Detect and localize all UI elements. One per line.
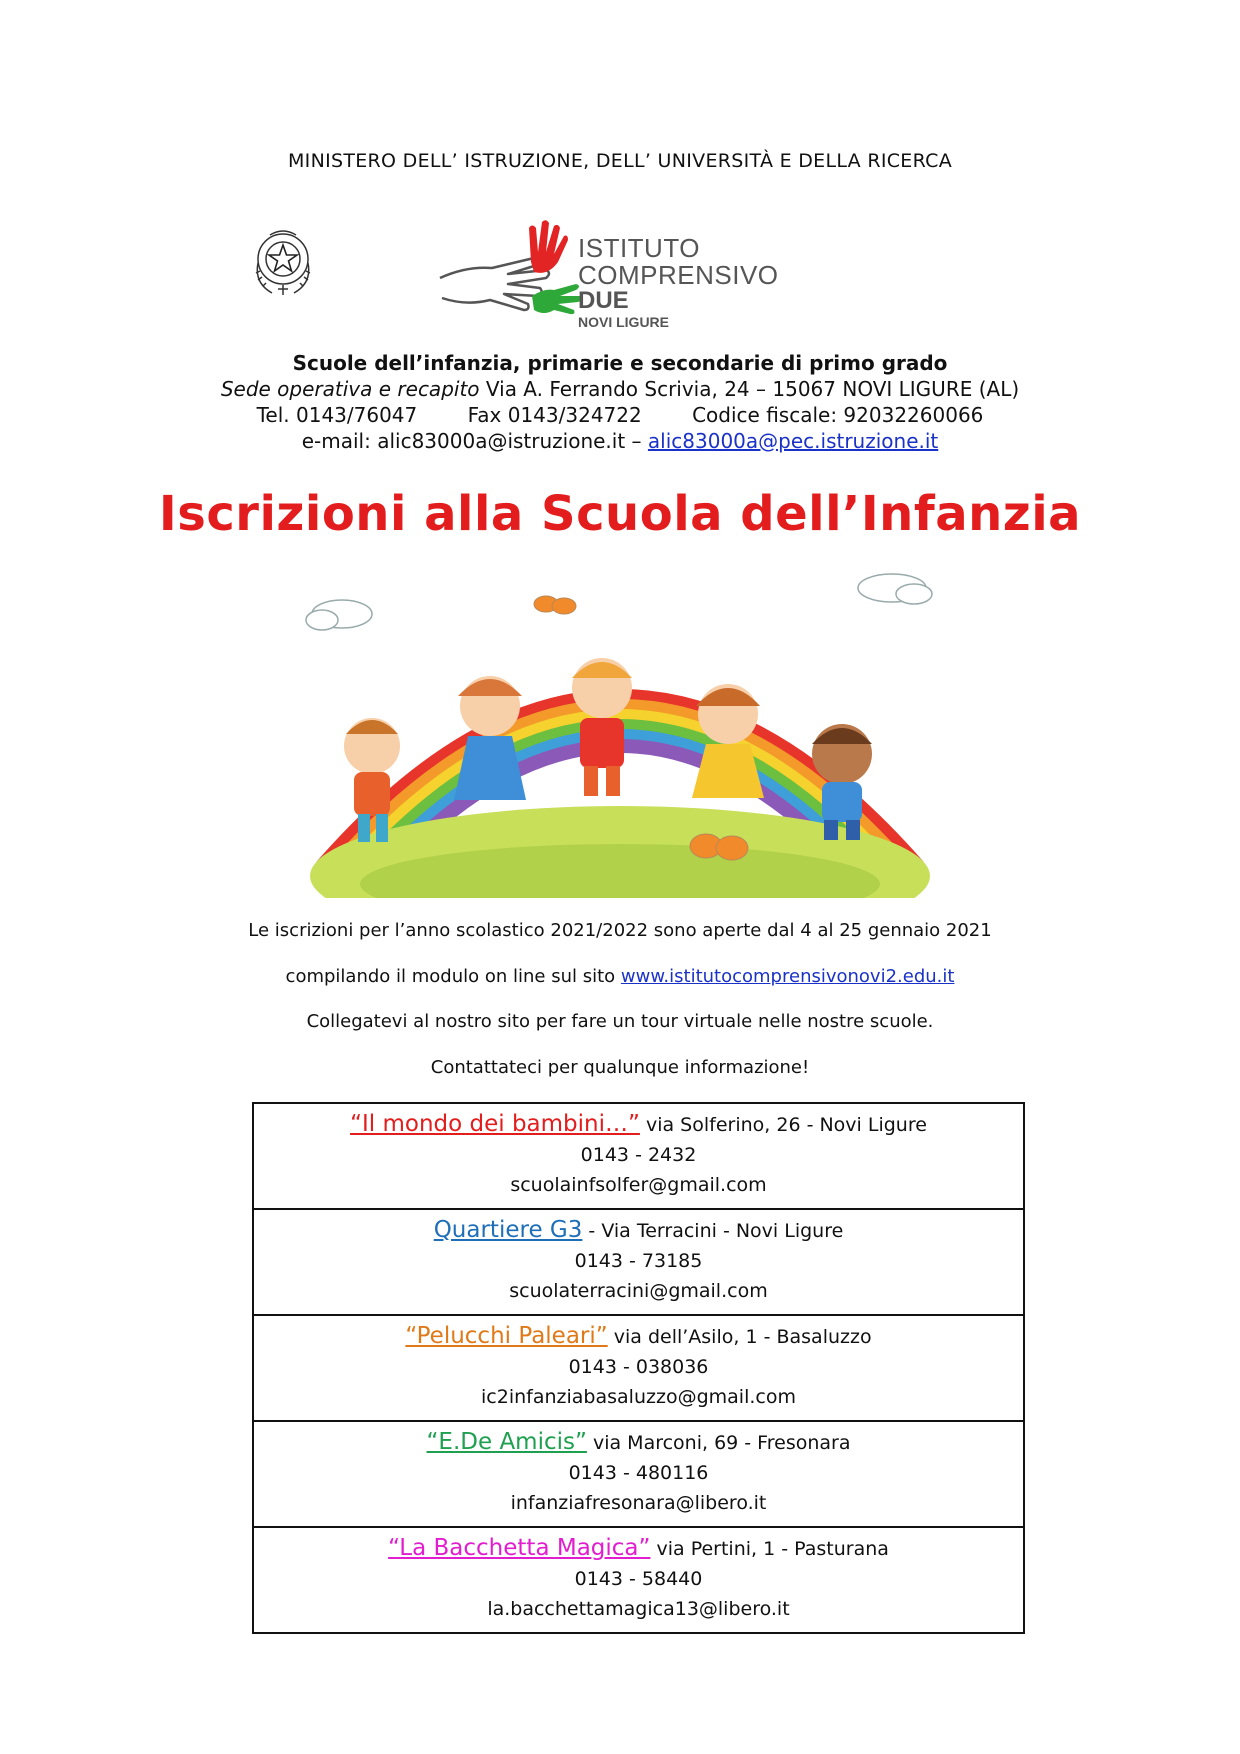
- school-address: - Via Terracini - Novi Ligure: [588, 1220, 844, 1242]
- logo-line2: COMPRENSIVO: [578, 260, 779, 290]
- school-email: scuolaterracini@gmail.com: [509, 1280, 768, 1302]
- school-phone: 0143 - 480116: [568, 1462, 709, 1484]
- logo-line4: NOVI LIGURE: [578, 314, 670, 330]
- school-address: via Pertini, 1 - Pasturana: [656, 1538, 889, 1560]
- republic-emblem-icon: [248, 223, 318, 299]
- schools-table: [252, 1102, 1025, 1634]
- school-address: via Solferino, 26 - Novi Ligure: [645, 1114, 927, 1136]
- table-row: [253, 1421, 1024, 1527]
- contacts-line: [0, 403, 1240, 427]
- school-name-link[interactable]: “Pelucchi Paleari”: [405, 1323, 608, 1349]
- school-cell: [253, 1315, 1024, 1421]
- hands-logo-icon: [436, 218, 586, 328]
- school-cell: [253, 1527, 1024, 1633]
- table-row: [253, 1209, 1024, 1315]
- institute-logo: [436, 218, 796, 328]
- address-line: [0, 377, 1240, 401]
- rainbow-kids-illustration: [302, 566, 938, 898]
- fax: Fax 0143/324722: [467, 403, 642, 427]
- enrollment-dates: Le iscrizioni per l’anno scolastico 2021/2022 sono aperte dal 4 al 25 gennaio 2021: [248, 920, 992, 941]
- telephone: Tel. 0143/76047: [256, 403, 418, 427]
- table-row: [253, 1315, 1024, 1421]
- address-label: Sede operativa e recapito: [220, 377, 480, 401]
- school-email: la.bacchettamagica13@libero.it: [487, 1598, 790, 1620]
- school-name-link[interactable]: “Il mondo dei bambini…”: [350, 1111, 640, 1137]
- ministry-title: MINISTERO DELL’ ISTRUZIONE, DELL’ UNIVERSITÀ E DELLA RICERCA: [287, 150, 953, 172]
- table-row: [253, 1527, 1024, 1633]
- online-form-line: [0, 966, 1240, 987]
- contact-line: Contattateci per qualunque informazione!: [430, 1057, 810, 1078]
- school-email: scuolainfsolfer@gmail.com: [510, 1174, 767, 1196]
- school-name-link[interactable]: “E.De Amicis”: [426, 1429, 587, 1455]
- logo-line3: DUE: [578, 287, 629, 314]
- tax-code: Codice fiscale: 92032260066: [692, 403, 984, 427]
- virtual-tour-line: Collegatevi al nostro sito per fare un tour virtuale nelle nostre scuole.: [306, 1011, 934, 1032]
- online-form-text: compilando il modulo on line sul sito: [285, 966, 616, 987]
- school-cell: [253, 1209, 1024, 1315]
- logo-text: [578, 235, 779, 329]
- school-cell: [253, 1103, 1024, 1209]
- school-phone: 0143 - 73185: [574, 1250, 703, 1272]
- school-address: via dell’Asilo, 1 - Basaluzzo: [613, 1326, 872, 1348]
- email-line: [0, 429, 1240, 453]
- school-name-link[interactable]: “La Bacchetta Magica”: [388, 1535, 651, 1561]
- school-address: via Marconi, 69 - Fresonara: [592, 1432, 851, 1454]
- school-phone: 0143 - 038036: [568, 1356, 709, 1378]
- school-name-link[interactable]: Quartiere G3: [433, 1217, 583, 1243]
- pec-email-link[interactable]: alic83000a@pec.istruzione.it: [647, 429, 939, 453]
- school-phone: 0143 - 58440: [574, 1568, 703, 1590]
- logo-line1: ISTITUTO: [578, 233, 700, 263]
- school-cell: [253, 1421, 1024, 1527]
- school-email: ic2infanziabasaluzzo@gmail.com: [481, 1386, 796, 1408]
- address-value: Via A. Ferrando Scrivia, 24 – 15067 NOVI LIGURE (AL): [485, 377, 1020, 401]
- table-row: [253, 1103, 1024, 1209]
- school-phone: 0143 - 2432: [580, 1144, 697, 1166]
- school-types-heading: Scuole dell’infanzia, primarie e secondarie di primo grado: [292, 351, 948, 375]
- page-title: Iscrizioni alla Scuola dell’Infanzia: [158, 486, 1082, 542]
- school-email: infanziafresonara@libero.it: [510, 1492, 767, 1514]
- website-link[interactable]: www.istitutocomprensivonovi2.edu.it: [620, 966, 955, 987]
- email-text: e-mail: alic83000a@istruzione.it –: [301, 429, 642, 453]
